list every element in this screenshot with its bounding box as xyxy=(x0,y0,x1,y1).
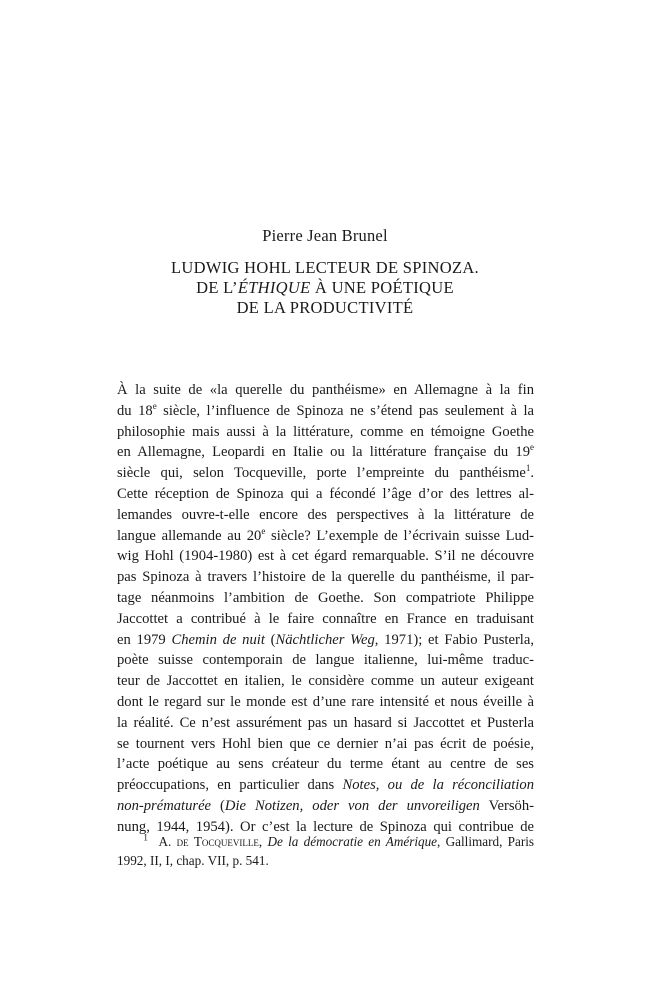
body-line: teur de Jaccottet en italien, le considère comme un auteur exigeant xyxy=(117,673,534,690)
footnote-ref: 1 xyxy=(525,463,531,474)
article-title xyxy=(0,258,650,318)
body-line: dont le regard sur le monde est d’une rare intensité et nous éveille à xyxy=(117,693,534,710)
body-line: en Allemagne, Leopardi en Italie ou la littérature française du 19e xyxy=(117,442,534,461)
body-line: philosophie mais aussi à la littérature, comme en témoigne Goethe xyxy=(117,423,534,440)
body-line: la réalité. Ce n’est assurément pas un hasard si Jaccottet et Pusterla xyxy=(117,714,534,731)
body-line: poète suisse contemporain de langue italienne, lui-même traduc- xyxy=(117,652,534,669)
body-line: wig Hohl (1904-1980) est à cet égard remarquable. S’il ne découvre xyxy=(117,548,534,565)
footnote xyxy=(117,832,534,870)
title-line-2: DE L’ÉTHIQUE À UNE POÉTIQUE xyxy=(196,278,454,297)
body-line: préoccupations, en particulier dans Notes, ou de la réconciliation xyxy=(117,777,534,794)
author-name: Pierre Jean Brunel xyxy=(262,226,388,245)
footnote-line: $^1$ A. de Tocqueville, De la démocratie en Amérique, Gallimard, Paris xyxy=(143,832,535,849)
body-line: tage néanmoins l’ambition de Goethe. Son compatriote Philippe xyxy=(117,589,534,606)
body-line: lemandes ouvre-t-elle encore des perspectives à la littérature de xyxy=(117,506,534,523)
body-line: du 18e siècle, l’influence de Spinoza ne s’étend pas seulement à la xyxy=(117,400,534,419)
title-line-1: LUDWIG HOHL LECTEUR DE SPINOZA. xyxy=(171,258,479,277)
footnote-line: 1992, II, I, chap. VII, p. 541. xyxy=(117,853,269,868)
body-line: non-prématurée (Die Notizen, oder von der unvoreiligen Versöh- xyxy=(117,797,534,814)
body-line: l’acte poétique au sens créateur du terme étant au centre de ses xyxy=(117,756,534,773)
body-line: langue allemande au 20e siècle? L’exemple de l’écrivain suisse Lud- xyxy=(117,525,534,544)
body-text xyxy=(117,380,534,838)
body-line: pas Spinoza à travers l’histoire de la querelle du panthéisme, il par- xyxy=(117,569,534,586)
footnote-marker: 1 xyxy=(143,832,148,843)
body-line: en 1979 Chemin de nuit (Nächtlicher Weg, 1971); et Fabio Pusterla, xyxy=(117,631,534,648)
body-line: siècle qui, selon Tocqueville, porte l’empreinte du panthéisme$^1$. xyxy=(117,463,534,482)
body-line: Cette réception de Spinoza qui a fécondé l’âge d’or des lettres al- xyxy=(117,485,534,502)
body-line: À la suite de «la querelle du panthéisme» en Allemagne à la fin xyxy=(117,382,534,398)
title-line-3: DE LA PRODUCTIVITÉ xyxy=(236,298,414,317)
body-line: Jaccottet a contribué à le faire connaître en France en traduisant xyxy=(117,610,534,627)
body-line: nung, 1944, 1954). Or c’est la lecture de Spinoza qui contribue de xyxy=(117,818,534,835)
body-line: se tournent vers Hohl bien que ce dernier n’ai pas écrit de poésie, xyxy=(117,735,534,752)
